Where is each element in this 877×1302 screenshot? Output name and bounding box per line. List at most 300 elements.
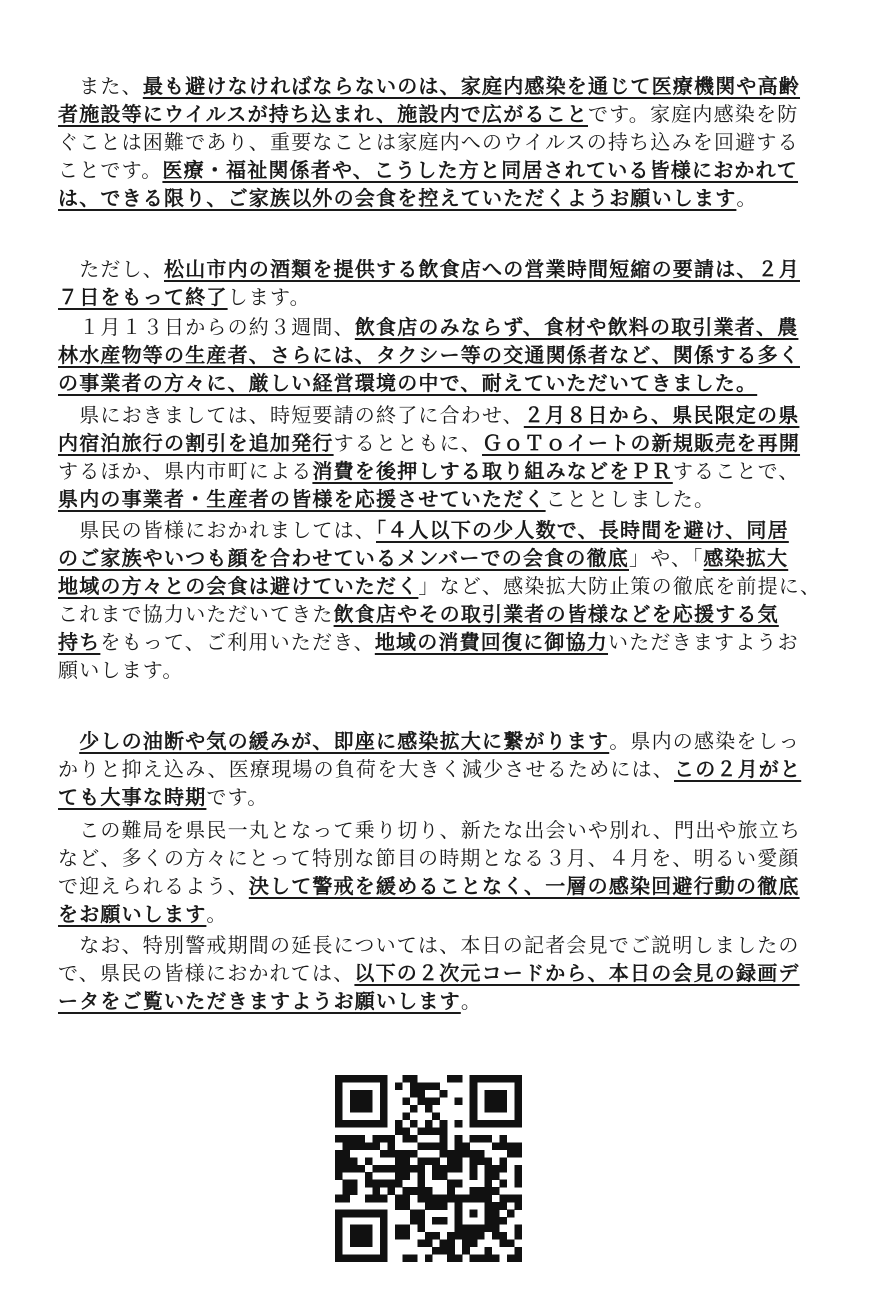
qr-module [417, 1090, 425, 1098]
qr-module [440, 1127, 448, 1135]
qr-module [335, 1217, 343, 1225]
body-text: ことです。 [58, 158, 163, 182]
qr-module [350, 1232, 358, 1240]
qr-module [410, 1187, 418, 1195]
qr-module [335, 1165, 343, 1173]
qr-module [515, 1097, 522, 1105]
qr-module [485, 1255, 493, 1262]
qr-module [410, 1255, 418, 1262]
qr-module [440, 1217, 448, 1225]
qr-module [417, 1240, 425, 1248]
qr-module [455, 1202, 463, 1210]
qr-module [440, 1247, 448, 1255]
body-text: です。 [206, 785, 269, 809]
qr-module [432, 1195, 440, 1203]
qr-module [425, 1157, 433, 1165]
emphasis-text: 飲食店やその取引業者の皆様などを応援する気 [333, 602, 779, 626]
qr-module [470, 1135, 478, 1143]
qr-module [425, 1195, 433, 1203]
qr-module [432, 1232, 440, 1240]
qr-module [402, 1127, 410, 1135]
qr-module [395, 1120, 403, 1128]
qr-module [440, 1120, 448, 1128]
qr-module [455, 1217, 463, 1225]
qr-module [440, 1150, 448, 1158]
qr-module [365, 1097, 373, 1105]
qr-module [357, 1240, 365, 1248]
qr-module [455, 1142, 463, 1150]
qr-module [492, 1165, 500, 1173]
qr-module [357, 1232, 365, 1240]
qr-module [470, 1232, 478, 1240]
text-line [58, 485, 818, 513]
emphasis-text: ２月８日から、県民限定の県 [523, 403, 800, 427]
qr-module [335, 1240, 343, 1248]
qr-module [395, 1172, 403, 1180]
text-line [58, 755, 818, 783]
qr-module [440, 1090, 448, 1098]
qr-module [387, 1135, 395, 1143]
qr-module [507, 1210, 515, 1218]
qr-module [342, 1195, 350, 1203]
qr-module [500, 1180, 508, 1188]
body-text: 県におきましては、時短要請の終了に合わせ、 [58, 403, 524, 427]
body-text: なお、特別警戒期間の延長については、本日の記者会見でご説明しましたの [58, 933, 800, 957]
qr-module [462, 1150, 470, 1158]
emphasis-text: をお願いします [58, 902, 207, 926]
qr-module [335, 1247, 343, 1255]
qr-module [515, 1112, 522, 1120]
qr-module [417, 1165, 425, 1173]
qr-module [485, 1105, 493, 1113]
qr-module [462, 1232, 470, 1240]
qr-module [485, 1157, 493, 1165]
qr-module [492, 1097, 500, 1105]
qr-module [380, 1097, 388, 1105]
text-line [58, 656, 818, 684]
emphasis-text: 地域の消費回復に御協力 [374, 630, 609, 654]
body-text: 。 [460, 989, 483, 1013]
qr-module [500, 1217, 508, 1225]
qr-module [455, 1255, 463, 1262]
qr-module [380, 1180, 388, 1188]
qr-module [365, 1255, 373, 1262]
body-text: 。県内の感染をしっ [609, 729, 801, 753]
text-line [58, 156, 818, 184]
text-line [58, 931, 818, 959]
qr-module [417, 1217, 425, 1225]
qr-module [395, 1082, 403, 1090]
body-text: １月１３日からの約３週間、 [58, 315, 355, 339]
text-line [58, 628, 818, 656]
qr-module [372, 1165, 380, 1173]
qr-module [417, 1142, 425, 1150]
qr-module [500, 1157, 508, 1165]
qr-module [350, 1180, 358, 1188]
qr-module [365, 1172, 373, 1180]
qr-module [357, 1135, 365, 1143]
body-text: 願いします。 [58, 658, 184, 682]
qr-module [342, 1075, 350, 1083]
qr-module [455, 1180, 463, 1188]
qr-module [492, 1187, 500, 1195]
qr-module [447, 1195, 455, 1203]
qr-module [485, 1172, 493, 1180]
qr-module [335, 1075, 343, 1083]
qr-module [342, 1255, 350, 1262]
qr-module [515, 1142, 522, 1150]
qr-module [410, 1090, 418, 1098]
qr-module [372, 1180, 380, 1188]
qr-module [425, 1097, 433, 1105]
text-line [58, 457, 818, 485]
emphasis-text: 林水産物等の生産者、さらには、タクシー等の交通関係者など、関係する多く [58, 343, 800, 367]
emphasis-text: ータをご覧いただきますようお願いします [58, 989, 461, 1013]
qr-module [470, 1082, 478, 1090]
qr-module [425, 1142, 433, 1150]
qr-module [500, 1142, 508, 1150]
text-line [58, 72, 818, 100]
qr-module [372, 1187, 380, 1195]
qr-module [335, 1097, 343, 1105]
qr-module [470, 1112, 478, 1120]
paragraph-caution [58, 727, 818, 811]
qr-module [365, 1157, 373, 1165]
qr-module [507, 1195, 515, 1203]
qr-module [365, 1075, 373, 1083]
qr-module [492, 1217, 500, 1225]
qr-module [492, 1105, 500, 1113]
qr-module [380, 1232, 388, 1240]
qr-module [425, 1082, 433, 1090]
qr-module [372, 1210, 380, 1218]
qr-module [455, 1165, 463, 1173]
qr-module [470, 1157, 478, 1165]
qr-module [387, 1150, 395, 1158]
qr-module [417, 1157, 425, 1165]
qr-module [380, 1240, 388, 1248]
qr-module [485, 1165, 493, 1173]
qr-module [470, 1240, 478, 1248]
qr-module [492, 1172, 500, 1180]
qr-module [372, 1120, 380, 1128]
qr-module [507, 1142, 515, 1150]
qr-module [380, 1255, 388, 1262]
qr-module [515, 1075, 522, 1083]
qr-module [357, 1210, 365, 1218]
qr-module [335, 1120, 343, 1128]
qr-code[interactable] [335, 1075, 522, 1262]
paragraph-household-infection [58, 72, 818, 212]
qr-module [470, 1187, 478, 1195]
qr-module [417, 1127, 425, 1135]
qr-module [402, 1187, 410, 1195]
qr-module [410, 1075, 418, 1083]
qr-module [380, 1217, 388, 1225]
qr-module [432, 1142, 440, 1150]
qr-module [477, 1075, 485, 1083]
qr-module [417, 1180, 425, 1188]
qr-module [515, 1232, 522, 1240]
qr-module [462, 1142, 470, 1150]
qr-module [470, 1150, 478, 1158]
qr-module [485, 1217, 493, 1225]
qr-module [402, 1097, 410, 1105]
qr-module [500, 1232, 508, 1240]
qr-module [470, 1090, 478, 1098]
qr-module [410, 1105, 418, 1113]
qr-module [365, 1232, 373, 1240]
body-text: いただきますようお [608, 630, 799, 654]
qr-module [395, 1180, 403, 1188]
paragraph-press-conference [58, 931, 818, 1015]
paragraph-request-to-residents [58, 516, 822, 684]
qr-module [350, 1255, 358, 1262]
qr-module [350, 1105, 358, 1113]
qr-module [410, 1210, 418, 1218]
qr-module [455, 1135, 463, 1143]
qr-module [470, 1195, 478, 1203]
qr-module [500, 1202, 508, 1210]
qr-module [395, 1232, 403, 1240]
qr-module [402, 1202, 410, 1210]
text-line [58, 900, 818, 928]
paragraph-march-april [58, 816, 818, 928]
qr-module [365, 1240, 373, 1248]
qr-module [342, 1165, 350, 1173]
qr-module [470, 1165, 478, 1173]
qr-module [342, 1157, 350, 1165]
qr-module [417, 1172, 425, 1180]
qr-module [477, 1255, 485, 1262]
qr-module [335, 1082, 343, 1090]
qr-module [335, 1172, 343, 1180]
qr-module [350, 1135, 358, 1143]
qr-module [402, 1165, 410, 1173]
paragraph-prefecture-support [58, 401, 818, 513]
qr-module [425, 1187, 433, 1195]
emphasis-text: 内宿泊旅行の割引を追加発行 [58, 431, 334, 455]
qr-module [492, 1142, 500, 1150]
qr-module [515, 1105, 522, 1113]
text-line [58, 341, 818, 369]
qr-module [447, 1247, 455, 1255]
text-line [58, 313, 818, 341]
qr-module [402, 1225, 410, 1233]
body-text: するほか、県内市町による [58, 459, 313, 483]
qr-module [402, 1112, 410, 1120]
qr-module [342, 1180, 350, 1188]
qr-module [335, 1255, 343, 1262]
body-text: するとともに、 [333, 431, 483, 455]
qr-module [485, 1225, 493, 1233]
qr-module [470, 1172, 478, 1180]
qr-module [432, 1172, 440, 1180]
qr-module [507, 1120, 515, 1128]
body-text: かりと抑え込み、医療現場の負荷を大きく減少させるためには、 [58, 757, 674, 781]
qr-module [350, 1187, 358, 1195]
body-text: 県民の皆様におかれましては、 [58, 518, 376, 542]
qr-module [440, 1165, 448, 1173]
qr-module [417, 1225, 425, 1233]
qr-module [492, 1225, 500, 1233]
qr-module [485, 1187, 493, 1195]
body-text: こととしました。 [545, 487, 716, 511]
emphasis-text: は、できる限り、ご家族以外の会食を控えていただくようお願いします [58, 186, 737, 210]
qr-module [387, 1165, 395, 1173]
qr-module [395, 1225, 403, 1233]
qr-module [335, 1232, 343, 1240]
qr-module [485, 1202, 493, 1210]
qr-module [440, 1195, 448, 1203]
body-text: この難局を県民一丸となって乗り切り、新たな出会いや別れ、門出や旅立ち [58, 818, 802, 842]
qr-module [395, 1165, 403, 1173]
qr-module [515, 1225, 522, 1233]
text-line [58, 783, 818, 811]
qr-module [455, 1157, 463, 1165]
qr-module [477, 1120, 485, 1128]
qr-module [335, 1195, 343, 1203]
qr-module [350, 1165, 358, 1173]
qr-module [492, 1090, 500, 1098]
qr-module [455, 1120, 463, 1128]
qr-module [470, 1120, 478, 1128]
qr-module [432, 1082, 440, 1090]
emphasis-text: 松山市内の酒類を提供する飲食店への営業時間短縮の要請は、２月 [164, 257, 800, 281]
qr-module [432, 1157, 440, 1165]
qr-module [425, 1120, 433, 1128]
qr-module [365, 1090, 373, 1098]
text-line [58, 544, 818, 572]
qr-module [357, 1097, 365, 1105]
qr-module [515, 1120, 522, 1128]
qr-module [440, 1135, 448, 1143]
qr-module [477, 1135, 485, 1143]
qr-module [357, 1225, 365, 1233]
qr-module [492, 1210, 500, 1218]
qr-module [380, 1195, 388, 1203]
qr-module [507, 1150, 515, 1158]
qr-module [477, 1157, 485, 1165]
qr-module [485, 1120, 493, 1128]
qr-module [462, 1247, 470, 1255]
qr-module [357, 1105, 365, 1113]
body-text: 」など、感染拡大防止策の徹底を前提に、 [418, 574, 822, 598]
qr-module [335, 1105, 343, 1113]
text-line [58, 184, 818, 212]
qr-module [447, 1240, 455, 1248]
text-line [58, 401, 818, 429]
qr-module [357, 1075, 365, 1083]
qr-module [402, 1195, 410, 1203]
text-line [58, 816, 818, 844]
qr-module [455, 1195, 463, 1203]
qr-module [365, 1142, 373, 1150]
qr-module [515, 1255, 522, 1262]
qr-module [357, 1090, 365, 1098]
text-line [58, 959, 818, 987]
qr-module [515, 1172, 522, 1180]
qr-module [485, 1180, 493, 1188]
qr-module [470, 1225, 478, 1233]
emphasis-text: 飲食店のみならず、食材や飲料の取引業者、農 [354, 315, 799, 339]
qr-module [485, 1210, 493, 1218]
qr-module [447, 1187, 455, 1195]
emphasis-text: のご家族やいつも顔を合わせているメンバーでの会食の徹底 [58, 546, 629, 570]
qr-module [515, 1165, 522, 1173]
qr-module [410, 1165, 418, 1173]
emphasis-text: ７日をもって終了 [58, 285, 228, 309]
qr-module [342, 1120, 350, 1128]
qr-module [417, 1097, 425, 1105]
emphasis-text: 感染拡大 [703, 546, 789, 570]
text-line [58, 987, 818, 1015]
qr-module [462, 1195, 470, 1203]
qr-module [425, 1202, 433, 1210]
qr-module [380, 1075, 388, 1083]
qr-module [492, 1075, 500, 1083]
qr-module [342, 1150, 350, 1158]
qr-module [447, 1150, 455, 1158]
qr-module [515, 1150, 522, 1158]
qr-module [350, 1240, 358, 1248]
qr-module [507, 1255, 515, 1262]
qr-module [515, 1247, 522, 1255]
qr-module [380, 1225, 388, 1233]
body-text: します。 [227, 285, 311, 309]
qr-module [492, 1202, 500, 1210]
qr-module [350, 1157, 358, 1165]
qr-module [515, 1090, 522, 1098]
body-text: など、多くの方々にとって特別な節目の時期となる３月、４月を、明るい愛顔 [58, 846, 800, 870]
qr-module [357, 1142, 365, 1150]
qr-module [395, 1202, 403, 1210]
qr-module [350, 1142, 358, 1150]
emphasis-text: ても大事な時期 [58, 785, 207, 809]
qr-module [447, 1255, 455, 1262]
qr-module [447, 1165, 455, 1173]
body-text: 。 [206, 902, 228, 926]
text-line [58, 572, 822, 600]
emphasis-text: の事業者の方々に、厳しい経営環境の中で、耐えていただいてきました。 [58, 371, 758, 395]
qr-module [380, 1112, 388, 1120]
qr-module [357, 1165, 365, 1173]
qr-module [500, 1105, 508, 1113]
text-line [58, 516, 818, 544]
text-line [58, 600, 818, 628]
body-text: することで、 [672, 459, 800, 483]
qr-module [402, 1172, 410, 1180]
qr-module [500, 1075, 508, 1083]
qr-module [395, 1157, 403, 1165]
qr-module [335, 1210, 343, 1218]
qr-module [335, 1150, 343, 1158]
qr-module [410, 1217, 418, 1225]
qr-module [485, 1247, 493, 1255]
qr-module [500, 1195, 508, 1203]
qr-module [447, 1157, 455, 1165]
qr-module [470, 1075, 478, 1083]
emphasis-text: 最も避けなければならないのは、家庭内感染を通じて医療機関や高齢 [142, 74, 801, 98]
qr-module [410, 1120, 418, 1128]
qr-module [500, 1135, 508, 1143]
qr-module [477, 1232, 485, 1240]
qr-module [417, 1195, 425, 1203]
qr-module [342, 1135, 350, 1143]
emphasis-text: 県内の事業者・生産者の皆様を応援させていただく [58, 487, 546, 511]
paragraph-business-hours-end [58, 255, 818, 311]
text-line [58, 283, 818, 311]
